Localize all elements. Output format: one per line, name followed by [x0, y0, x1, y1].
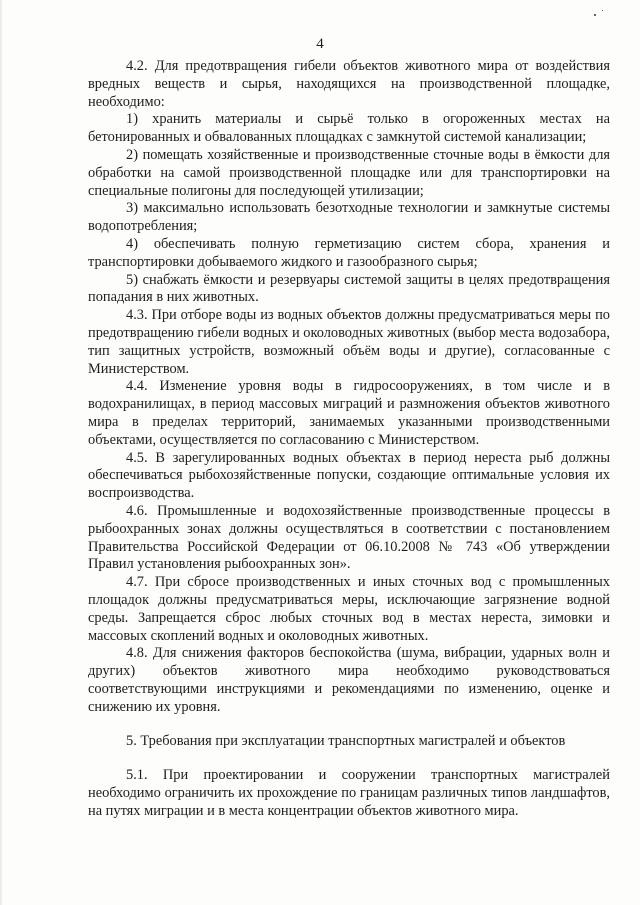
paragraph-4-8: 4.8. Для снижения факторов беспокойства (шума, вибрации, ударных волн и других) объектов животного мира необходимо руководствоваться соответствующими инструкциями и рекомендациями по изменению, оценке и снижению их уровня. [88, 645, 610, 715]
list-item-5: 5) снабжать ёмкости и резервуары системой защиты в целях предотвращения попадания в них животных. [88, 271, 610, 306]
paragraph-5-1: 5.1. При проектировании и сооружении транспортных магистралей необходимо ограничить их прохождение по границам различных типов ландшафтов, на путях миграции и в места концентрации объектов животного мира. [88, 767, 610, 819]
page-number: 4 [316, 36, 324, 52]
scan-speck [602, 10, 603, 11]
list-item-3: 3) максимально использовать безотходные технологии и замкнутые системы водопотребления; [88, 200, 610, 235]
paragraph-4-6: 4.6. Промышленные и водохозяйственные производственные процессы в рыбоохранных зонах должны осуществляться в соответствии с постановлением Правительства Российской Федерации от 06.10.2008 № 743 «Об утверждении Правил установления рыбоохранных зон». [88, 502, 610, 573]
paragraph-4-7: 4.7. При сбросе производственных и иных сточных вод с промышленных площадок должны предусматриваться меры, исключающие загрязнение водной среды. Запрещается сброс любых сточных вод в местах нереста, зимовки и массовых скоплений водных и околоводных животных. [88, 574, 610, 644]
scan-speck [594, 14, 596, 16]
paragraph-4-5: 4.5. В зарегулированных водных объектах в период нереста рыб должны обеспечиваться рыбохозяйственные попуски, создающие оптимальные условия их воспроизводства. [88, 449, 610, 502]
document-body [88, 58, 610, 821]
list-item-2: 2) помещать хозяйственные и производственные сточные воды в ёмкости для обработки на самой производственной площадке или для транспортировки на специальные полигоны для последующей утилизации; [88, 146, 610, 199]
scan-binding-edge [0, 0, 3, 905]
list-item-4: 4) обеспечивать полную герметизацию систем сбора, хранения и транспортировки добываемого жидкого и газообразного сырья; [88, 235, 610, 270]
paragraph-4-3: 4.3. При отборе воды из водных объектов должны предусматриваться меры по предотвращению гибели водных и околоводных животных (выбор места водозабора, тип защитных устройств, возможный объём воды и другие), согласованные с Министерством. [88, 307, 610, 377]
paragraph-4-4: 4.4. Изменение уровня воды в гидросооружениях, в том числе и в водохранилищах, в период массовых миграций и размножения объектов животного мира в пределах территорий, занимаемых указанными производственными объектами, осуществляется по согласованию с Министерством. [88, 378, 610, 448]
paragraph-4-2: 4.2. Для предотвращения гибели объектов животного мира от воздействия вредных веществ и сырья, находящихся на производственной площадке, необходимо: [88, 58, 610, 110]
section-5-heading: 5. Требования при эксплуатации транспортных магистралей и объектов [126, 733, 566, 750]
list-item-1: 1) хранить материалы и сырьё только в огороженных местах на бетонированных и обвалованных площадках с замкнутой системой канализации; [88, 111, 610, 146]
